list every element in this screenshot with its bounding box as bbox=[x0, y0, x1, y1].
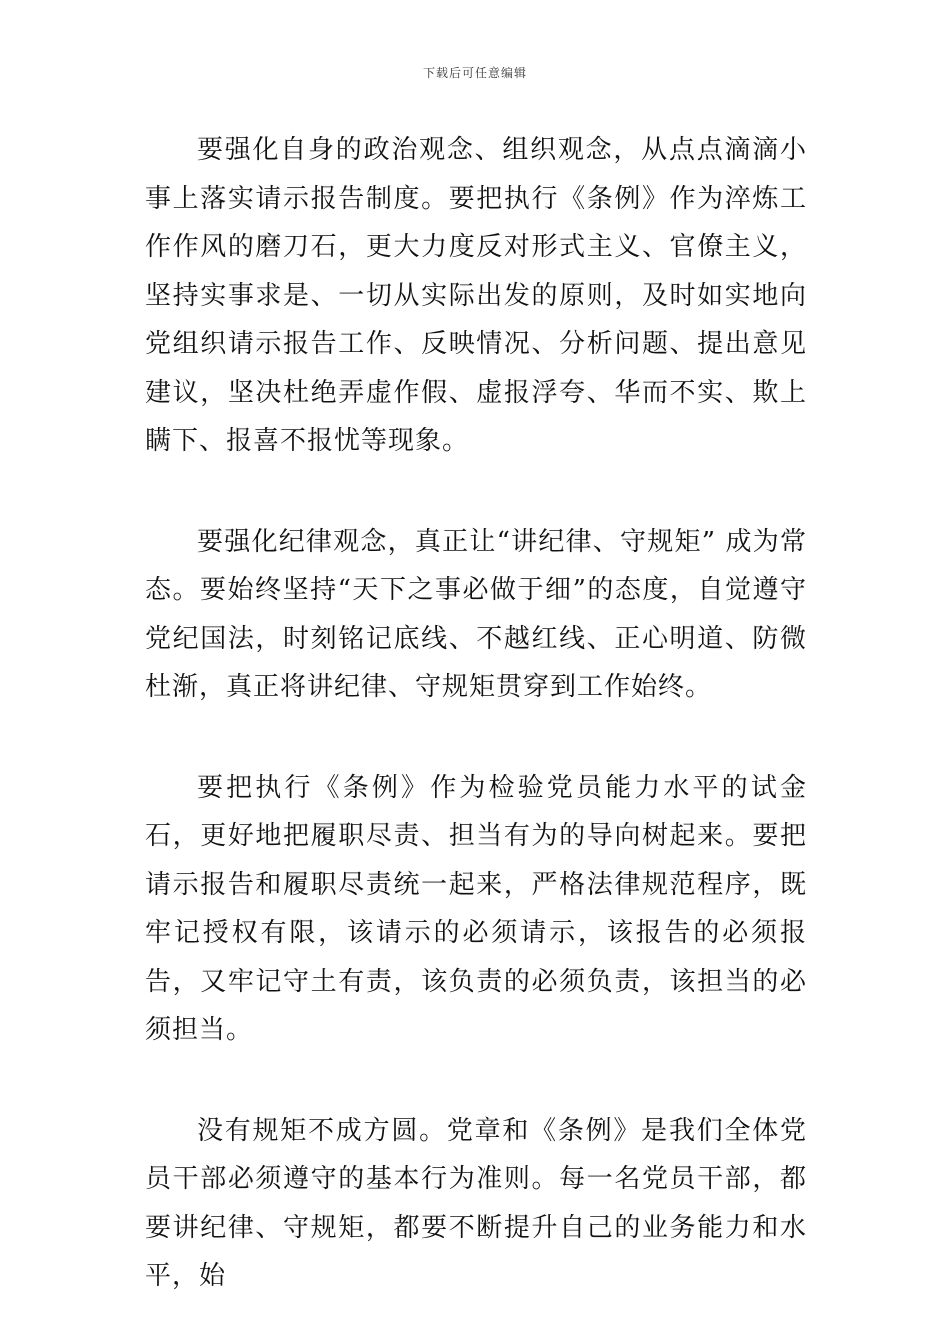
paragraph-4: 没有规矩不成方圆。党章和《条例》是我们全体党员干部必须遵守的基本行为准则。每一名党员干部，都要讲纪律、守规矩，都要不断提升自己的业务能力和水平，始 bbox=[145, 1115, 807, 1291]
paragraph-3: 要把执行《条例》作为检验党员能力水平的试金石，更好地把履职尽责、担当有为的导向树起来。要把请示报告和履职尽责统一起来，严格法律规范程序，既牢记授权有限，该请示的必须请示，该报告的必须报告，又牢记守土有责，该负责的必须负责，该担当的必须担当。 bbox=[145, 772, 807, 1045]
page-header: 下载后可任意编辑 bbox=[422, 66, 527, 80]
paragraph-1: 要强化自身的政治观念、组织观念，从点点滴滴小事上落实请示报告制度。要把执行《条例》作为淬炼工作作风的磨刀石，更大力度反对形式主义、官僚主义，坚持实事求是、一切从实际出发的原则，及时如实地向党组织请示报告工作、反映情况、分析问题、提出意见建议，坚决杜绝弄虚作假、虚报浮夸、华而不实、欺上瞒下、报喜不报忧等现象。 bbox=[145, 135, 807, 456]
document-body bbox=[145, 126, 807, 1301]
paragraph-2: 要强化纪律观念，真正让“讲纪律、守规矩” 成为常态。要始终坚持“天下之事必做于细”的态度，自觉遵守党纪国法，时刻铭记底线、不越红线、正心明道、防微杜渐，真正将讲纪律、守规矩贯穿到工作始终。 bbox=[145, 526, 807, 702]
